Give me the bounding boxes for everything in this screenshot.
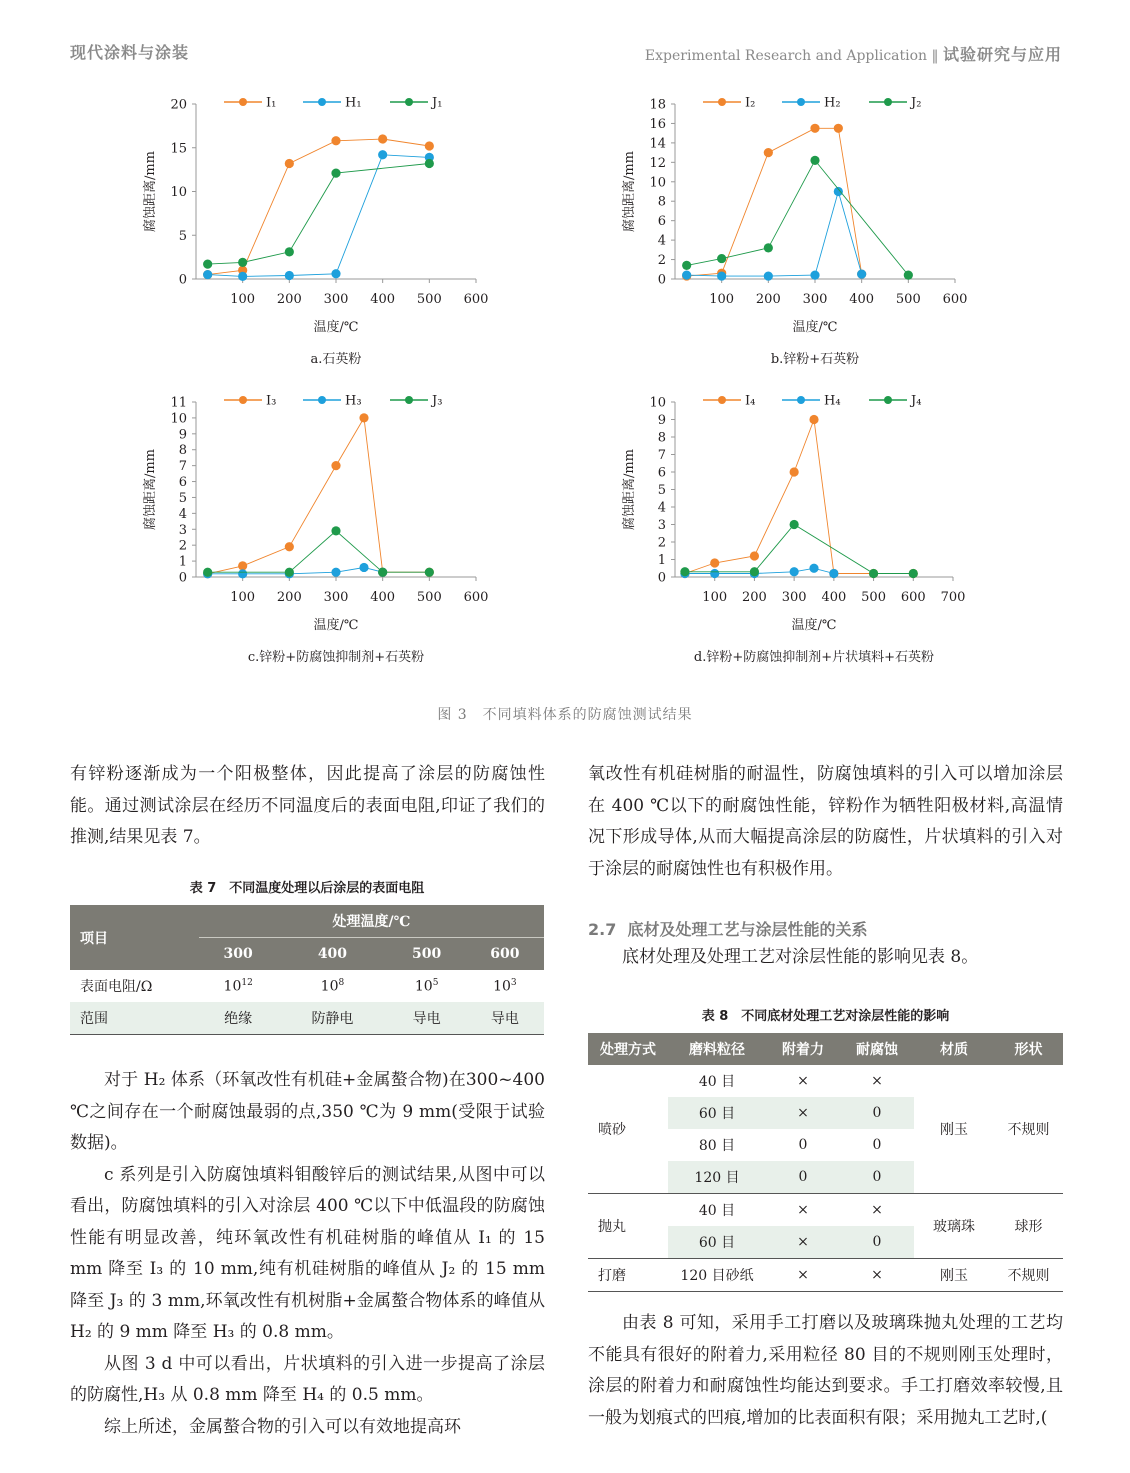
chart3-data-point (285, 568, 294, 577)
chart3-legend-label: H₃ (345, 393, 362, 409)
table7-caption: 表 7 不同温度处理以后涂层的表面电阻 (189, 881, 425, 896)
chart1-data-point (378, 134, 387, 143)
chart4-data-point (750, 567, 759, 576)
chart2-legend-marker (718, 98, 726, 106)
left-paragraph-4: 从图 3 d 中可以看出，片状填料的引入进一步提高了涂层的防腐性,H₃ 从 0.8 mm 降至 H₄ 的 0.5 mm。 (70, 1353, 545, 1405)
chart4-y-tick-label: 9 (657, 413, 666, 428)
table7-row-resistance (70, 970, 544, 1002)
table7 (70, 905, 544, 1035)
table8-cell: 0 (840, 1226, 914, 1259)
figure-3-charts (0, 80, 1130, 680)
table8 (588, 1033, 1063, 1292)
chart3-legend-label: I₃ (266, 393, 277, 409)
table8-cell: 80 目 (698, 1138, 736, 1154)
table8-cell: × (766, 1259, 840, 1292)
chart2-data-point (764, 148, 773, 157)
chart3-y-tick-label: 10 (170, 411, 187, 427)
chart1-legend-label: J₁ (432, 95, 443, 111)
chart3-legend-marker (318, 396, 326, 404)
table7-row-label: 表面电阻/Ω (80, 979, 153, 995)
table8-cell: 60 目 (668, 1097, 766, 1129)
chart4-y-tick-label: 4 (657, 500, 666, 516)
chart2-y-tick-label: 16 (649, 116, 666, 132)
section-title: 底材及处理工艺与涂层性能的关系 (627, 920, 868, 939)
chart1-y-tick-label: 20 (170, 97, 187, 113)
chart3-y-tick-label: 2 (178, 538, 187, 554)
chart3-y-tick-label: 11 (170, 395, 187, 411)
chart3-legend-label: J₃ (432, 393, 443, 409)
chart2-y-tick-label: 4 (657, 233, 666, 249)
chart3-data-point (203, 568, 212, 577)
left-paragraph-1: 有锌粉逐渐成为一个阳极整体，因此提高了涂层的防腐蚀性能。通过测试涂层在经历不同温度后的表面电阻,印证了我们的推测,结果见表 7。 (70, 764, 545, 847)
chart4-data-point (790, 467, 799, 476)
table8-cell: × (871, 1073, 883, 1089)
table8-material: 刚玉 (914, 1259, 994, 1292)
chart2-legend-label: I₂ (745, 95, 756, 111)
chart4-x-tick-label: 200 (742, 590, 767, 605)
table8-header: 耐腐蚀 (840, 1033, 914, 1065)
chart3-legend-marker (239, 396, 247, 404)
chart1-data-point (425, 141, 434, 150)
chart4-data-point (809, 564, 818, 573)
chart4-y-tick-label: 2 (657, 535, 666, 551)
chart4-data-point (809, 415, 818, 424)
table8-cell: 0 (798, 1137, 808, 1153)
table8-method: 喷砂 (588, 1065, 668, 1194)
table7-cell: $10^{12}$ (223, 977, 253, 995)
table8-cell: × (766, 1226, 840, 1259)
chart4-x-tick-label: 100 (702, 590, 728, 605)
table8-method: 抛丸 (588, 1194, 668, 1259)
table7-temp-400: 400 (277, 938, 387, 971)
chart1-legend-label: H₁ (345, 95, 362, 111)
table7-cell: 导电 (466, 1002, 544, 1035)
chart3-data-point (238, 561, 247, 570)
table8-header: 材质 (914, 1033, 994, 1065)
chart2-x-tick-label: 600 (942, 292, 968, 307)
table8-header: 处理方式 (588, 1033, 668, 1065)
table8-cell: 0 (766, 1161, 840, 1194)
chart2-y-tick-label: 10 (649, 175, 666, 191)
table8-row (588, 1065, 1063, 1097)
chart4-legend-label: J₄ (911, 393, 922, 409)
chart2-data-point (810, 271, 819, 280)
chart2-legend-label: H₂ (824, 95, 841, 111)
table7-cell: $10^5$ (414, 977, 439, 995)
chart4-series-line (685, 525, 913, 574)
chart4-x-tick-label: 700 (940, 590, 966, 605)
right-paragraph-2: 底材处理及处理工艺对涂层性能的影响见表 8。 (622, 947, 979, 967)
chart1-y-tick-label: 10 (170, 185, 187, 200)
chart3-x-tick-label: 500 (416, 590, 442, 605)
table8-cell: 120 目 (668, 1161, 766, 1194)
section-header-cn: 试验研究与应用 (942, 45, 1062, 64)
table7-temp-600: 600 (466, 938, 544, 971)
chart4-data-point (829, 569, 838, 578)
chart2-y-axis-label: 腐蚀距离/mm (622, 150, 637, 233)
chart3-y-tick-label: 6 (178, 475, 187, 491)
chart4-y-tick-label: 7 (657, 448, 666, 463)
chart1-x-tick-label: 500 (416, 292, 442, 307)
chart4-x-axis-label: 温度/℃ (791, 618, 837, 633)
chart3-y-tick-label: 3 (178, 522, 187, 538)
chart1-x-tick-label: 600 (463, 292, 489, 307)
chart1-y-tick-label: 5 (178, 228, 187, 244)
chart2-data-point (717, 271, 726, 280)
chart3-data-point (285, 542, 294, 551)
table8-header: 形状 (994, 1033, 1063, 1065)
chart2-legend-marker (884, 98, 892, 106)
table8-header: 附着力 (766, 1033, 840, 1065)
table7-row-range (70, 1002, 544, 1035)
table8-material: 刚玉 (914, 1065, 994, 1194)
chart2-data-point (764, 243, 773, 252)
chart4-series-line (685, 420, 913, 574)
chart3-data-point (425, 568, 434, 577)
table7-cell: 防静电 (277, 1002, 387, 1035)
chart3-y-tick-label: 7 (178, 459, 187, 475)
left-paragraph-5: 综上所述，金属螯合物的引入可以有效地提高环 (104, 1416, 461, 1437)
chart4-data-point (710, 558, 719, 567)
table8-cell: × (797, 1073, 809, 1089)
chart1-x-tick-label: 400 (370, 292, 396, 307)
chart3-data-point (359, 413, 368, 422)
chart1-legend-marker (239, 98, 247, 106)
chart2-data-point (682, 271, 691, 280)
table8-shape: 不规则 (994, 1259, 1063, 1292)
left-paragraph-2: 对于 H₂ 体系（环氧改性有机硅+金属螯合物)在300~400 ℃之间存在一个耐腐蚀最弱的点,350 ℃为 9 mm(受限于试验数据)。 (70, 1070, 545, 1153)
table7-cell: $10^3$ (493, 977, 517, 995)
chart1-legend-marker (318, 98, 326, 106)
figure-caption: 图 3 不同填料体系的防腐蚀测试结果 (437, 707, 693, 723)
chart2-x-tick-label: 500 (895, 292, 921, 307)
chart4-x-tick-label: 600 (900, 590, 926, 605)
chart4-x-tick-label: 500 (861, 590, 886, 605)
chart2-y-tick-label: 18 (649, 97, 666, 113)
chart2-data-point (834, 187, 843, 196)
chart3-data-point (359, 563, 368, 572)
chart4-data-point (790, 567, 799, 576)
chart3-y-tick-label: 5 (178, 490, 187, 506)
left-body (70, 1065, 545, 1443)
chart3-y-tick-label: 1 (178, 554, 187, 570)
chart3-series-line (208, 418, 430, 574)
chart2-legend-marker (797, 98, 805, 106)
table7-col-item: 项目 (70, 905, 199, 970)
section-2-7-heading (588, 917, 868, 940)
table8-cell: 0 (840, 1161, 914, 1194)
chart4-y-tick-label: 5 (657, 483, 666, 498)
chart4-x-tick-label: 400 (821, 590, 847, 605)
chart1-legend-marker (405, 98, 413, 106)
table8-cell: × (840, 1259, 914, 1292)
left-paragraph-3: c 系列是引入防腐蚀填料钼酸锌后的测试结果,从图中可以看出，防腐蚀填料的引入对涂层 400 ℃以下中低温段的防腐蚀性能有明显改善，纯环氧改性有机硅树脂的峰值从 I₁ 的 15 mm 降至 I₃ 的 10 mm,纯有机硅树脂的峰值从 J₂ 的 15 mm 降至 J₃ 的 3 mm,环氧改性有机树脂+金属螯合物体系的峰值从 H₂ 的 9 mm 降至 H₃ 的 0.8 mm。 (70, 1164, 545, 1342)
chart2-x-tick-label: 200 (755, 292, 781, 307)
right-paragraph-1: 氧改性有机硅树脂的耐温性，防腐蚀填料的引入可以增加涂层在 400 ℃以下的耐腐蚀性能，锌粉作为牺牲阳极材料,高温情况下形成导体,从而大幅提高涂层的防腐性，片状填料的引入对于涂层的耐腐蚀性也有积极作用。 (588, 764, 1063, 879)
chart3-data-point (331, 568, 340, 577)
right-paragraph-3: 由表 8 可知，采用手工打磨以及玻璃珠抛丸处理的工艺均不能具有很好的附着力,采用粒径 80 目的不规则刚玉处理时，涂层的附着力和耐腐蚀性均能达到要求。手工打磨效率较慢,且一般为划痕式的凹痕,增加的比表面积有限；采用抛丸工艺时,( (588, 1313, 1063, 1428)
table7-cell: 导电 (388, 1002, 466, 1035)
table7-temp-500: 500 (388, 938, 466, 971)
section-header-en: Experimental Research and Application (644, 48, 928, 64)
chart1-data-point (238, 258, 247, 267)
table8-shape: 不规则 (994, 1065, 1063, 1194)
chart1-x-axis-label: 温度/℃ (313, 320, 359, 335)
table8-cell: × (797, 1202, 809, 1218)
chart3-caption: c.锌粉+防腐蚀抑制剂+石英粉 (247, 650, 425, 665)
chart4-data-point (790, 520, 799, 529)
table8-cell: 60 目 (668, 1226, 766, 1259)
table7-cell: 绝缘 (199, 1002, 277, 1035)
chart1-y-tick-label: 15 (170, 141, 187, 157)
chart3-data-point (331, 526, 340, 535)
chart1-series-line (208, 164, 430, 265)
chart4-legend-marker (884, 396, 892, 404)
chart1-y-tick-label: 0 (178, 272, 187, 288)
chart1-y-axis-label: 腐蚀距离/mm (143, 150, 158, 233)
chart2-data-point (904, 271, 913, 280)
chart1-data-point (238, 272, 247, 281)
chart4-legend-label: H₄ (824, 393, 841, 409)
chart3-data-point (331, 461, 340, 470)
chart1-x-tick-label: 100 (230, 292, 256, 307)
chart3-legend-marker (405, 396, 413, 404)
table8-material: 玻璃珠 (914, 1194, 994, 1259)
section-number: 2.7 (588, 920, 617, 939)
chart1-x-tick-label: 200 (276, 292, 302, 307)
chart3-y-axis-label: 腐蚀距离/mm (143, 448, 158, 531)
chart3-x-tick-label: 200 (276, 590, 302, 605)
chart4-x-tick-label: 300 (781, 590, 807, 605)
chart3-data-point (238, 569, 247, 578)
chart3-x-tick-label: 300 (323, 590, 349, 605)
chart2-x-tick-label: 100 (709, 292, 735, 307)
chart4-y-tick-label: 6 (657, 465, 666, 481)
chart1-data-point (203, 270, 212, 279)
chart1-data-point (285, 247, 294, 256)
chart2-data-point (857, 270, 866, 279)
table8-cell: × (871, 1202, 883, 1218)
chart3-y-tick-label: 4 (178, 506, 187, 522)
chart4-data-point (750, 551, 759, 560)
chart1-data-point (331, 269, 340, 278)
chart2-legend-label: J₂ (911, 95, 922, 111)
chart2-data-point (810, 124, 819, 133)
chart1-data-point (331, 169, 340, 178)
chart3-x-axis-label: 温度/℃ (313, 618, 359, 633)
chart2-y-tick-label: 14 (649, 136, 666, 152)
table7-temp-300: 300 (199, 938, 277, 971)
chart4-legend-marker (797, 396, 805, 404)
chart2-data-point (764, 271, 773, 280)
chart4-y-tick-label: 1 (657, 553, 666, 568)
chart3-data-point (378, 568, 387, 577)
table8-cell: 40 目 (698, 1074, 736, 1090)
table8-cell: 0 (840, 1097, 914, 1129)
table8-row (588, 1259, 1063, 1292)
chart1-data-point (285, 271, 294, 280)
chart1-data-point (378, 150, 387, 159)
table8-shape: 球形 (994, 1194, 1063, 1259)
section-header (645, 42, 1062, 65)
chart1-series-line (208, 139, 430, 275)
chart1-legend-label: I₁ (266, 95, 277, 111)
section-header-sep: ‖ (931, 48, 939, 64)
chart4-data-point (680, 567, 689, 576)
chart2-y-tick-label: 0 (657, 272, 666, 288)
chart2-caption: b.锌粉+石英粉 (770, 352, 860, 367)
chart4-legend-marker (718, 396, 726, 404)
chart2-data-point (717, 254, 726, 263)
chart2-x-tick-label: 400 (849, 292, 875, 307)
chart4-y-axis-label: 腐蚀距离/mm (622, 448, 637, 531)
chart2-y-tick-label: 8 (657, 194, 666, 210)
chart1-data-point (425, 159, 434, 168)
table8-cell: × (766, 1097, 840, 1129)
chart4-y-tick-label: 8 (657, 430, 666, 446)
chart3-y-tick-label: 9 (178, 427, 187, 443)
chart1-data-point (285, 159, 294, 168)
chart2-y-tick-label: 12 (649, 155, 666, 171)
chart2-y-tick-label: 6 (657, 214, 666, 230)
chart1-data-point (331, 136, 340, 145)
chart2-y-tick-label: 2 (657, 253, 666, 269)
table8-cell: 0 (872, 1137, 882, 1153)
chart2-data-point (834, 124, 843, 133)
chart2-data-point (682, 261, 691, 270)
chart4-y-tick-label: 3 (657, 518, 666, 533)
chart1-x-tick-label: 300 (323, 292, 349, 307)
chart4-data-point (710, 569, 719, 578)
chart1-caption: a.石英粉 (310, 352, 362, 367)
table8-cell: 120 目砂纸 (668, 1259, 766, 1292)
chart3-y-tick-label: 0 (178, 570, 187, 586)
table7-cell: $10^8$ (320, 977, 345, 995)
table8-row (588, 1194, 1063, 1227)
chart3-series-line (208, 568, 383, 574)
chart2-data-point (810, 156, 819, 165)
journal-name: 现代涂料与涂装 (70, 43, 190, 62)
table8-header: 磨料粒径 (668, 1033, 766, 1065)
chart1-data-point (203, 260, 212, 269)
chart2-x-axis-label: 温度/℃ (792, 320, 838, 335)
chart4-y-tick-label: 10 (649, 395, 666, 411)
chart2-x-tick-label: 300 (802, 292, 828, 307)
chart3-x-tick-label: 400 (370, 590, 396, 605)
chart3-x-tick-label: 100 (230, 590, 256, 605)
chart3-y-tick-label: 8 (178, 443, 187, 459)
table8-cell: 40 目 (698, 1203, 736, 1219)
table8-method: 打磨 (588, 1259, 668, 1292)
chart2-series-line (687, 192, 862, 277)
table8-caption: 表 8 不同底材处理工艺对涂层性能的影响 (701, 1009, 950, 1024)
chart4-caption: d.锌粉+防腐蚀抑制剂+片状填料+石英粉 (693, 650, 935, 665)
chart4-data-point (869, 569, 878, 578)
chart3-x-tick-label: 600 (463, 590, 489, 605)
table7-col-group: 处理温度/℃ (199, 905, 544, 938)
table7-row-label: 范围 (70, 1002, 199, 1035)
chart4-legend-label: I₄ (745, 393, 756, 409)
chart4-y-tick-label: 0 (657, 570, 666, 586)
chart4-data-point (909, 569, 918, 578)
